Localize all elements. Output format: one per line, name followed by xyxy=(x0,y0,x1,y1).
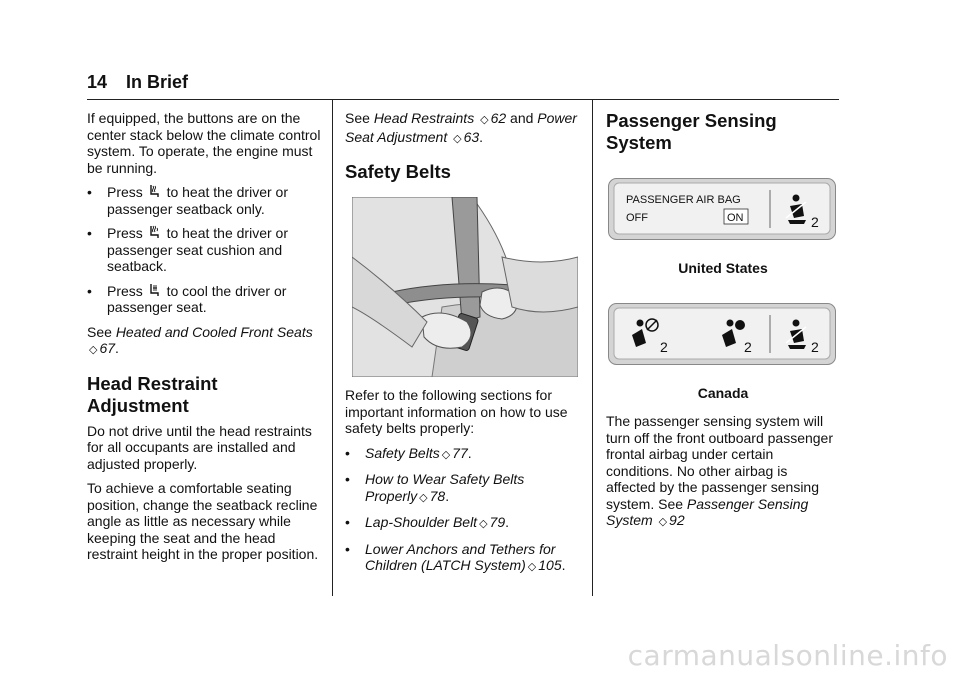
safety-belt-illustration xyxy=(352,197,578,377)
column-2 xyxy=(345,110,581,584)
svg-text:2: 2 xyxy=(660,338,668,355)
heading-passenger-sensing: Passenger Sensing System xyxy=(606,110,777,153)
column-1 xyxy=(87,110,323,571)
link-item: • Lower Anchors and Tethers for Children (LATCH System) ◇ 105. xyxy=(345,540,566,573)
column-divider-2 xyxy=(592,100,593,596)
link-lap-shoulder-belt[interactable]: Lap-Shoulder Belt xyxy=(365,514,478,530)
seat-cool-icon xyxy=(149,283,160,298)
svg-text:2: 2 xyxy=(744,338,752,355)
section-title: In Brief xyxy=(126,72,189,92)
link-passenger-sensing-system[interactable]: Passenger Sensing System xyxy=(606,495,809,528)
link-head-restraints[interactable]: Head Restraints xyxy=(373,110,475,126)
panel-label-off: OFF xyxy=(626,212,648,224)
see-head-restraints: See Head Restraints ◇ 62 and Power Seat Adjustment ◇ 63. xyxy=(345,110,577,145)
heading-safety-belts: Safety Belts xyxy=(345,161,451,182)
caption-united-states: United States xyxy=(678,260,768,276)
safety-belts-para: Refer to the following sections for important information on how to use safety belts properly: xyxy=(345,387,568,436)
head-restraint-para-2: To achieve a comfortable seating position, change the seatback recline angle as little as necessary while keeping the seat and the head restraint height in the proper position. xyxy=(87,480,319,562)
column-3 xyxy=(606,110,840,539)
bullet-seatback-heat: • Press to heat the driver or passenger seatback only. xyxy=(87,184,288,217)
panel-label-on: ON xyxy=(727,212,744,224)
link-how-to-wear-belts[interactable]: How to Wear Safety Belts Properly xyxy=(365,471,525,504)
link-safety-belts[interactable]: Safety Belts xyxy=(365,444,440,461)
link-item: • How to Wear Safety Belts Properly ◇ 78. xyxy=(345,471,525,504)
column-divider-1 xyxy=(332,100,333,596)
see-heated-seats: See Heated and Cooled Front Seats ◇ 67. xyxy=(87,323,313,356)
passenger-sensing-para: The passenger sensing system will turn off the front outboard passenger frontal airbag under certain conditions. No other airbag is affected by the passenger sensing system. See Passenger Sensing System ◇ 92 xyxy=(606,413,834,528)
bullet-seat-cool: • Press to cool the driver or passenger seat. xyxy=(87,282,287,315)
page-number: 14 xyxy=(87,72,108,92)
link-item: • Safety Belts ◇ 77. xyxy=(345,444,472,461)
seat-cushion-heat-icon xyxy=(149,225,160,240)
svg-text:2: 2 xyxy=(811,214,819,230)
seatback-heat-icon xyxy=(149,184,160,199)
svg-text:2: 2 xyxy=(811,338,819,355)
watermark: carmanualsonline.info xyxy=(627,639,948,672)
us-airbag-panel xyxy=(608,178,836,240)
intro-paragraph: If equipped, the buttons are on the center stack below the climate control system. To operate, the engine must be running. xyxy=(87,110,321,176)
header-rule xyxy=(87,99,839,100)
bullet-cushion-heat: • Press to heat the driver or passenger seat cushion and seatback. xyxy=(87,225,288,274)
caption-canada: Canada xyxy=(697,384,749,401)
page-header xyxy=(87,71,839,93)
head-restraint-para-1: Do not drive until the head restraints for all occupants are installed and adjusted properly. xyxy=(87,422,312,472)
panel-label-passenger-air-bag: PASSENGER AIR BAG xyxy=(626,194,741,206)
link-power-seat-adjustment[interactable]: Power Seat Adjustment xyxy=(345,110,577,145)
canada-airbag-panel xyxy=(608,303,836,365)
link-latch-system[interactable]: Lower Anchors and Tethers for Children (LATCH System) xyxy=(365,540,556,573)
heading-head-restraint: Head Restraint Adjustment xyxy=(87,372,218,416)
ref-arrow: ◇ xyxy=(89,344,98,356)
link-item: • Lap-Shoulder Belt ◇ 79. xyxy=(345,514,510,530)
link-heated-cooled-seats[interactable]: Heated and Cooled Front Seats xyxy=(115,323,313,340)
